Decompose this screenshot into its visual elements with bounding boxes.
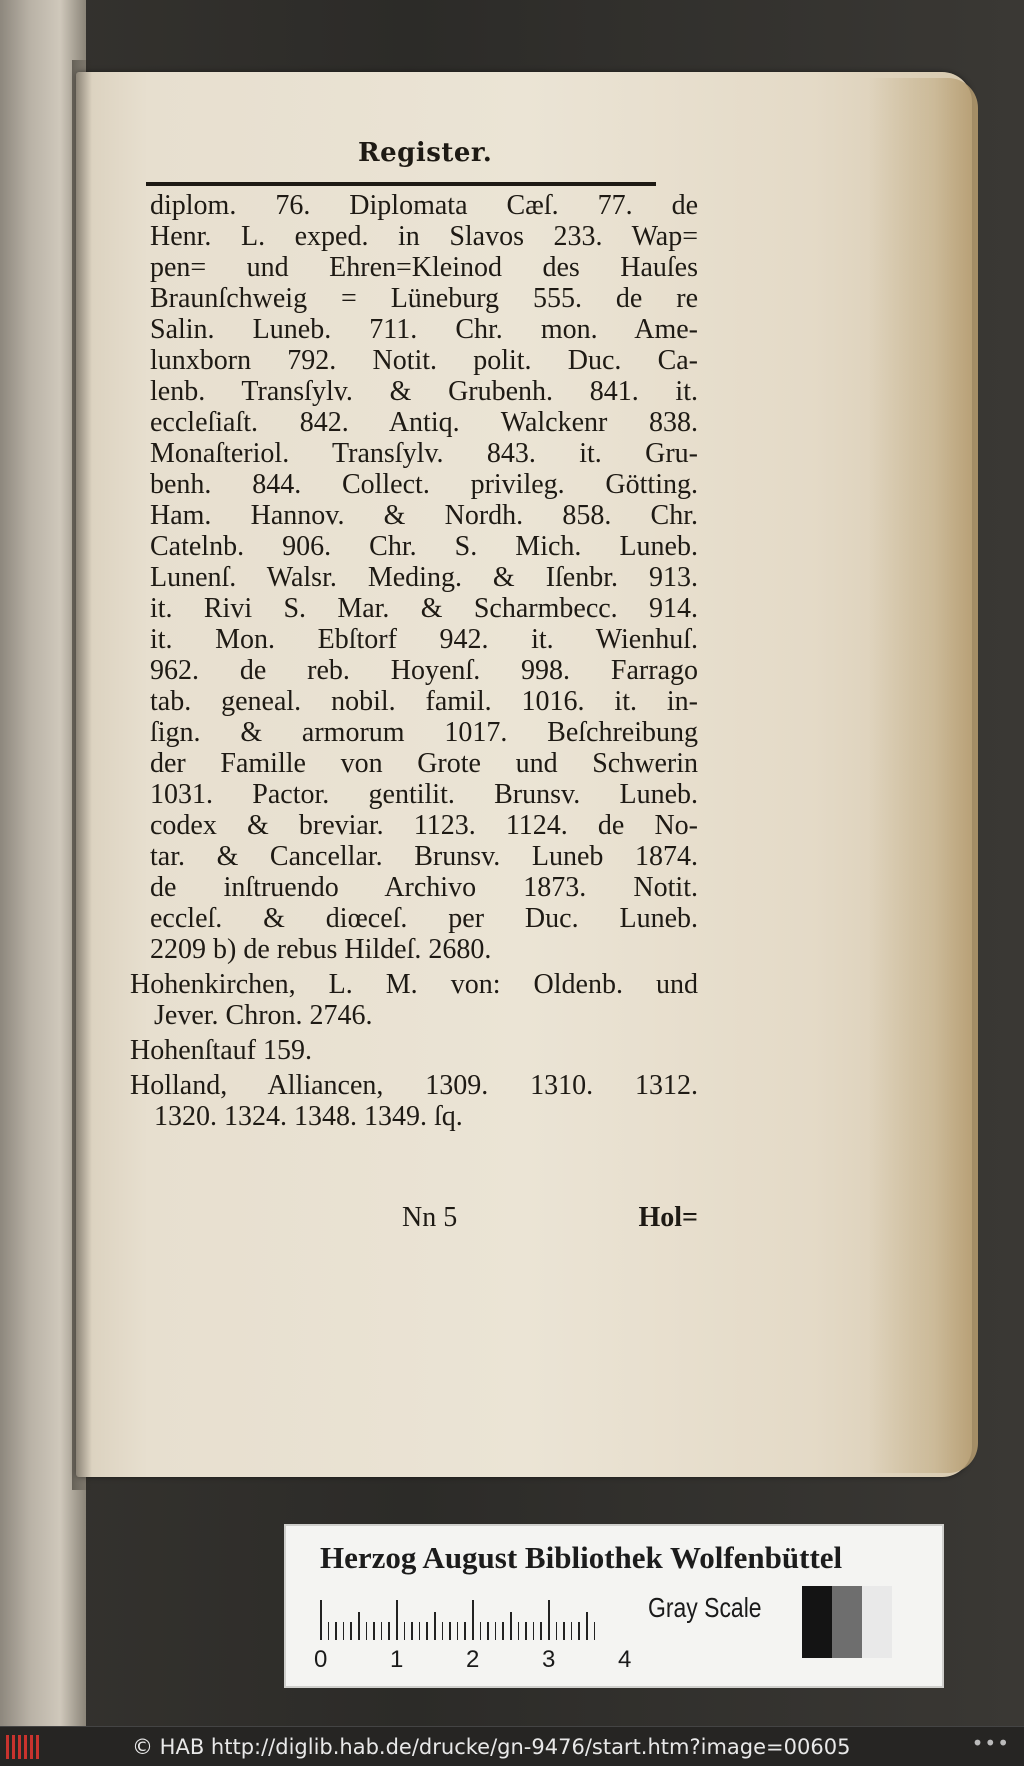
gray-patch xyxy=(862,1586,892,1658)
text-line: it. Mon. Ebſtorf 942. it. Wienhuſ. xyxy=(150,624,698,655)
text-line: Monaſteriol. Transſylv. 843. it. Gru- xyxy=(150,438,698,469)
index-entry-continuation: Jever. Chron. 2746. xyxy=(154,1000,373,1031)
index-entry: Hohenkirchen, L. M. von: Oldenb. und xyxy=(130,969,698,1000)
catchword: Hol= xyxy=(638,1202,698,1233)
text-line: der Famille von Grote und Schwerin xyxy=(150,748,698,779)
gray-patch xyxy=(832,1586,862,1658)
ruler-tick xyxy=(434,1612,436,1640)
ruler-number: 4 xyxy=(618,1646,632,1673)
gray-patch xyxy=(802,1586,832,1658)
ruler-tick xyxy=(358,1612,360,1640)
ruler-tick xyxy=(495,1622,497,1640)
ruler-tick xyxy=(373,1622,375,1640)
ruler xyxy=(314,1594,632,1676)
ruler-tick xyxy=(335,1622,337,1640)
more-options-icon[interactable]: ••• xyxy=(971,1731,1010,1755)
text-line: codex & breviar. 1123. 1124. de No- xyxy=(150,810,698,841)
ruler-tick xyxy=(396,1600,398,1640)
ruler-tick xyxy=(457,1622,459,1640)
ruler-tick xyxy=(502,1622,504,1640)
text-line: 1031. Pactor. gentilit. Brunsv. Luneb. xyxy=(150,779,698,810)
head-rule xyxy=(146,182,656,186)
ruler-tick xyxy=(320,1600,322,1640)
text-line: eccleſiaſt. 842. Antiq. Walckenr 838. xyxy=(150,407,698,438)
text-line: ſign. & armorum 1017. Beſchreibung xyxy=(150,717,698,748)
ruler-number: 2 xyxy=(466,1646,480,1673)
ruler-tick xyxy=(366,1622,368,1640)
ruler-number: 1 xyxy=(390,1646,404,1673)
ruler-tick xyxy=(510,1612,512,1640)
ruler-tick xyxy=(343,1622,345,1640)
text-line: Henr. L. exped. in Slavos 233. Wap= xyxy=(150,221,698,252)
color-target-card xyxy=(284,1524,944,1688)
ruler-tick xyxy=(480,1622,482,1640)
text-line: Salin. Luneb. 711. Chr. mon. Ame- xyxy=(150,314,698,345)
ruler-tick xyxy=(472,1600,474,1640)
text-line: benh. 844. Collect. privileg. Götting. xyxy=(150,469,698,500)
gray-scale-label: Gray Scale xyxy=(648,1592,762,1623)
signature-mark: Nn 5 xyxy=(402,1202,458,1233)
text-line: de inſtruendo Archivo 1873. Notit. xyxy=(150,872,698,903)
ruler-tick xyxy=(533,1622,535,1640)
register-text-block xyxy=(130,190,698,1132)
text-line: it. Rivi S. Mar. & Scharmbecc. 914. xyxy=(150,593,698,624)
ruler-tick xyxy=(548,1600,550,1640)
page-footer xyxy=(150,1202,698,1236)
ruler-tick xyxy=(594,1622,596,1640)
text-line: 962. de reb. Hoyenſ. 998. Farrago xyxy=(150,655,698,686)
text-line: tar. & Cancellar. Brunsv. Luneb 1874. xyxy=(150,841,698,872)
ruler-number: 3 xyxy=(542,1646,556,1673)
index-entry: Hohenſtauf 159. xyxy=(130,1035,312,1066)
text-line: Lunenſ. Walsr. Meding. & Iſenbr. 913. xyxy=(150,562,698,593)
ruler-tick xyxy=(518,1622,520,1640)
ruler-tick xyxy=(388,1622,390,1640)
ruler-number: 0 xyxy=(314,1646,328,1673)
ruler-tick xyxy=(442,1622,444,1640)
ruler-tick xyxy=(464,1622,466,1640)
ruler-tick xyxy=(449,1622,451,1640)
text-line: 2209 b) de rebus Hildeſ. 2680. xyxy=(150,934,492,965)
ruler-tick xyxy=(586,1612,588,1640)
status-bar xyxy=(0,1726,1024,1766)
ruler-tick xyxy=(563,1622,565,1640)
ruler-tick xyxy=(419,1622,421,1640)
ruler-tick xyxy=(350,1622,352,1640)
ruler-tick xyxy=(404,1622,406,1640)
text-line: lenb. Transſylv. & Grubenh. 841. it. xyxy=(150,376,698,407)
ruler-tick xyxy=(328,1622,330,1640)
ruler-tick xyxy=(540,1622,542,1640)
register-entries xyxy=(130,969,698,1132)
ruler-tick xyxy=(411,1622,413,1640)
text-line: pen= und Ehren=Kleinod des Hauſes xyxy=(150,252,698,283)
text-line: Braunſchweig = Lüneburg 555. de re xyxy=(150,283,698,314)
status-url-text[interactable]: © HAB http://diglib.hab.de/drucke/gn-9476/start.htm?image=00605 xyxy=(132,1735,851,1759)
ruler-tick xyxy=(381,1622,383,1640)
text-line: Ham. Hannov. & Nordh. 858. Chr. xyxy=(150,500,698,531)
text-line: lunxborn 792. Notit. polit. Duc. Ca- xyxy=(150,345,698,376)
text-line: eccleſ. & diœceſ. per Duc. Luneb. xyxy=(150,903,698,934)
text-line: Catelnb. 906. Chr. S. Mich. Luneb. xyxy=(150,531,698,562)
running-head: Register. xyxy=(358,138,493,168)
gutter-shadow xyxy=(72,60,92,1490)
library-name: Herzog August Bibliothek Wolfenbüttel xyxy=(320,1540,843,1575)
ruler-tick xyxy=(556,1622,558,1640)
ruler-tick xyxy=(426,1622,428,1640)
index-entry: Holland, Alliancen, 1309. 1310. 1312. xyxy=(130,1070,698,1101)
index-entry-continuation: 1320. 1324. 1348. 1349. ſq. xyxy=(154,1101,463,1132)
register-lines xyxy=(150,190,698,965)
barcode-icon xyxy=(6,1735,42,1759)
text-line: diplom. 76. Diplomata Cæſ. 77. de xyxy=(150,190,698,221)
ruler-tick xyxy=(525,1622,527,1640)
text-line: tab. geneal. nobil. famil. 1016. it. in- xyxy=(150,686,698,717)
page-edge-discoloration xyxy=(868,78,978,1473)
ruler-tick xyxy=(487,1622,489,1640)
ruler-tick xyxy=(571,1622,573,1640)
gray-scale-patches xyxy=(802,1586,892,1658)
ruler-tick xyxy=(578,1622,580,1640)
